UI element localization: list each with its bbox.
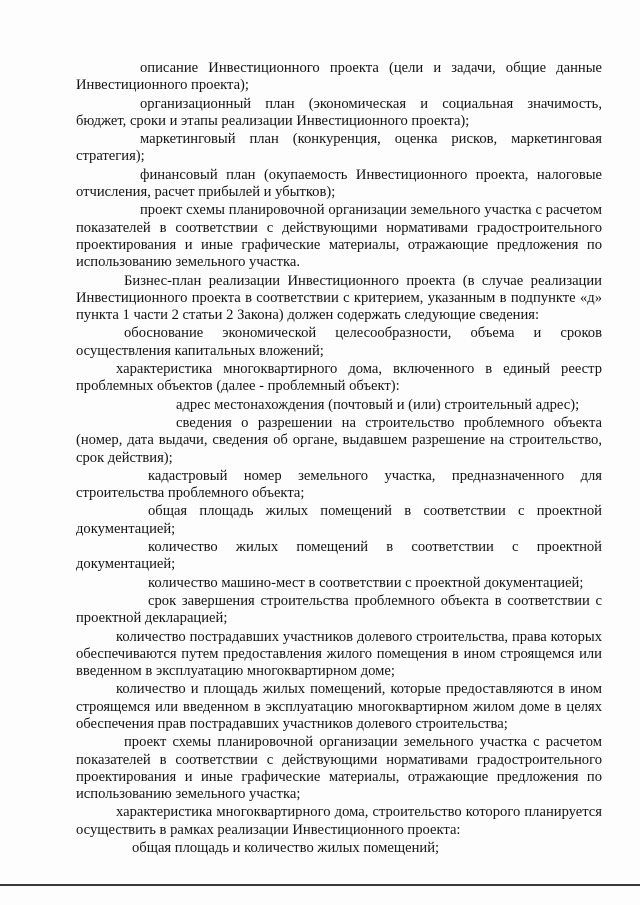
paragraph-5: проект схемы планировочной организации земельного участка с расчетом показателей в соответствии с действующими нормативами градостроительного проектирования и иные графические материалы, отражающие предложения по использованию земельного участка.: [76, 202, 602, 271]
bottom-rule: [0, 884, 640, 886]
paragraph-9: адрес местонахождения (почтовый и (или) строительный адрес);: [176, 396, 580, 413]
paragraph-4: финансовый план (окупаемость Инвестиционного проекта, налоговые отчисления, расчет прибылей и убытков);: [76, 166, 602, 201]
paragraph-11: кадастровый номер земельного участка, предназначенного для строительства проблемного объекта;: [76, 467, 602, 502]
paragraph-6: Бизнес-план реализации Инвестиционного проекта (в случае реализации Инвестиционного проекта в соответствии с критерием, указанным в подпункте «д» пункта 1 части 2 статьи 2 Закона) должен содержать следующие сведения:: [76, 272, 602, 324]
paragraph-7: обоснование экономической целесообразности, объема и сроков осуществления капитальных вложений;: [76, 325, 602, 359]
paragraph-12: общая площадь жилых помещений в соответствии с проектной документацией;: [76, 503, 602, 537]
paragraph-14: количество машино-мест в соответствии с проектной документацией;: [148, 574, 584, 591]
paragraph-15: срок завершения строительства проблемного объекта в соответствии с проектной декларацией;: [76, 592, 602, 627]
paragraph-8: характеристика многоквартирного дома, включенного в единый реестр проблемных объектов (далее - проблемный объект):: [76, 361, 602, 395]
paragraph-1: описание Инвестиционного проекта (цели и задачи, общие данные Инвестиционного проекта);: [76, 60, 602, 94]
paragraph-10: сведения о разрешении на строительство проблемного объекта (номер, дата выдачи, сведения об органе, выдавшем разрешение на строительство, срок действия);: [76, 414, 602, 466]
document-body: [76, 60, 602, 858]
paragraph-2: организационный план (экономическая и социальная значимость, бюджет, сроки и этапы реализации Инвестиционного проекта);: [76, 95, 602, 129]
paragraph-16: количество пострадавших участников долевого строительства, права которых обеспечиваются путем предоставления жилого помещения в ином строящемся или введенном в эксплуатацию многоквартирном доме;: [76, 628, 602, 680]
paragraph-18: проект схемы планировочной организации земельного участка с расчетом показателей в соответствии с действующими нормативами градостроительного проектирования и иные графические материалы, отражающие предложения по использованию земельного участка;: [76, 734, 602, 803]
paragraph-17: количество и площадь жилых помещений, которые предоставляются в ином строящемся или введенном в эксплуатацию многоквартирном жилом доме в целях обеспечения прав пострадавших участников долевого строительства;: [76, 681, 602, 732]
paragraph-19: характеристика многоквартирного дома, строительство которого планируется осуществить в рамках реализации Инвестиционного проекта:: [76, 804, 602, 838]
paragraph-20: общая площадь и количество жилых помещений;: [132, 840, 440, 857]
paragraph-3: маркетинговый план (конкуренция, оценка рисков, маркетинговая стратегия);: [76, 131, 602, 165]
paragraph-13: количество жилых помещений в соответствии с проектной документацией;: [76, 539, 602, 573]
